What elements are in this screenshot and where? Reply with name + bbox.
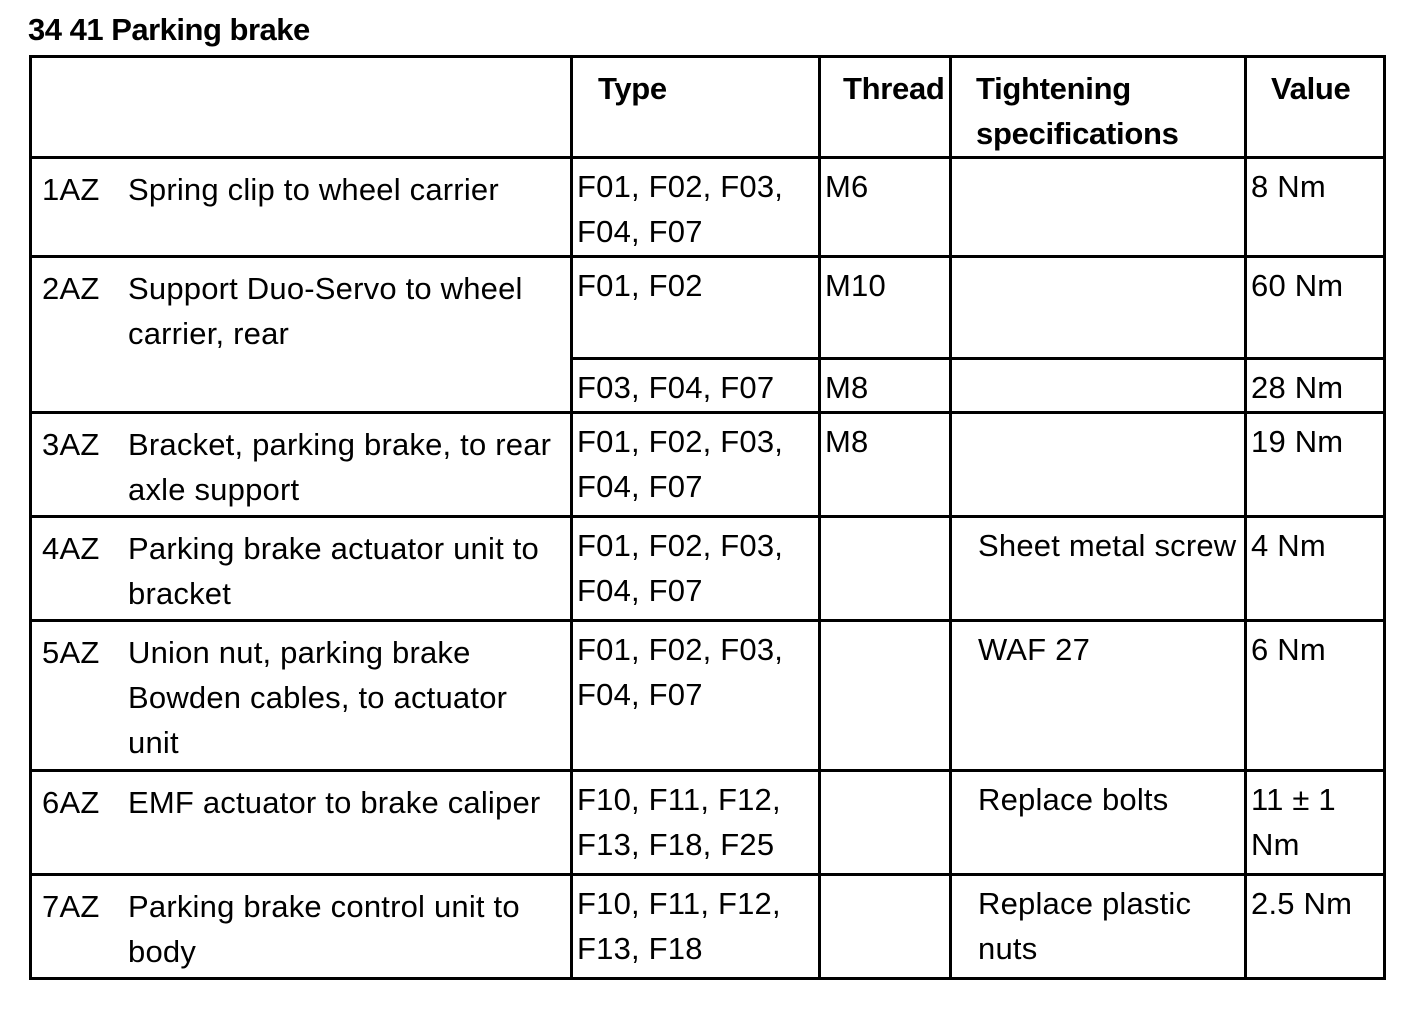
component-description: Union nut, parking brake Bowden cables, to actuator unit [128,635,508,760]
page-title: 34 41 Parking brake [28,12,310,47]
spec-cell [951,257,1246,359]
component-description: Bracket, parking brake, to rear axle support [128,427,552,507]
spec-cell: Replace bolts [951,771,1246,875]
header-type: Type [572,57,820,158]
value-cell: 4 Nm [1246,517,1385,621]
component-description: Spring clip to wheel carrier [128,172,499,207]
table-row [31,517,1385,621]
header-value: Value [1246,57,1385,158]
spec-cell [951,359,1246,413]
thread-cell [820,517,951,621]
component-description: EMF actuator to brake caliper [128,785,541,820]
spec-cell: WAF 27 [951,621,1246,771]
component-code: 2AZ [42,271,100,306]
table-row [31,875,1385,979]
thread-cell [820,621,951,771]
value-cell: 19 Nm [1246,413,1385,517]
thread-cell: M10 [820,257,951,359]
component-code: 4AZ [42,531,100,566]
type-cell: F01, F02, F03, F04, F07 [572,158,820,257]
value-cell: 2.5 Nm [1246,875,1385,979]
component-cell [31,158,572,257]
header-component [31,57,572,158]
table-row [31,257,1385,359]
component-cell [31,413,572,517]
torque-spec-table [29,55,1386,980]
component-code: 7AZ [42,889,100,924]
type-cell: F03, F04, F07 [572,359,820,413]
component-cell [31,257,572,413]
value-cell: 6 Nm [1246,621,1385,771]
header-thread: Thread [820,57,951,158]
table-row [31,621,1385,771]
component-description: Parking brake control unit to body [128,889,520,969]
thread-cell [820,875,951,979]
header-row [31,57,1385,158]
table-row [31,771,1385,875]
value-cell: 60 Nm [1246,257,1385,359]
spec-cell [951,158,1246,257]
value-cell: 8 Nm [1246,158,1385,257]
thread-cell: M8 [820,413,951,517]
component-cell [31,517,572,621]
spec-cell: Sheet metal screw [951,517,1246,621]
type-cell: F10, F11, F12, F13, F18, F25 [572,771,820,875]
component-cell [31,621,572,771]
component-description: Support Duo-Servo to wheel carrier, rear [128,271,523,351]
type-cell: F10, F11, F12, F13, F18 [572,875,820,979]
component-code: 1AZ [42,172,100,207]
type-cell: F01, F02 [572,257,820,359]
table-row [31,413,1385,517]
spec-cell [951,413,1246,517]
value-cell: 28 Nm [1246,359,1385,413]
type-cell: F01, F02, F03, F04, F07 [572,621,820,771]
type-cell: F01, F02, F03, F04, F07 [572,517,820,621]
spec-cell: Replace plastic nuts [951,875,1246,979]
value-cell: 11 ± 1 Nm [1246,771,1385,875]
thread-cell: M8 [820,359,951,413]
type-cell: F01, F02, F03, F04, F07 [572,413,820,517]
component-code: 3AZ [42,427,100,462]
component-cell [31,771,572,875]
thread-cell [820,771,951,875]
component-code: 6AZ [42,785,100,820]
component-description: Parking brake actuator unit to bracket [128,531,539,611]
table-row [31,158,1385,257]
header-tightening-specifications: Tightening specifications [951,57,1246,158]
thread-cell: M6 [820,158,951,257]
component-code: 5AZ [42,635,100,670]
component-cell [31,875,572,979]
